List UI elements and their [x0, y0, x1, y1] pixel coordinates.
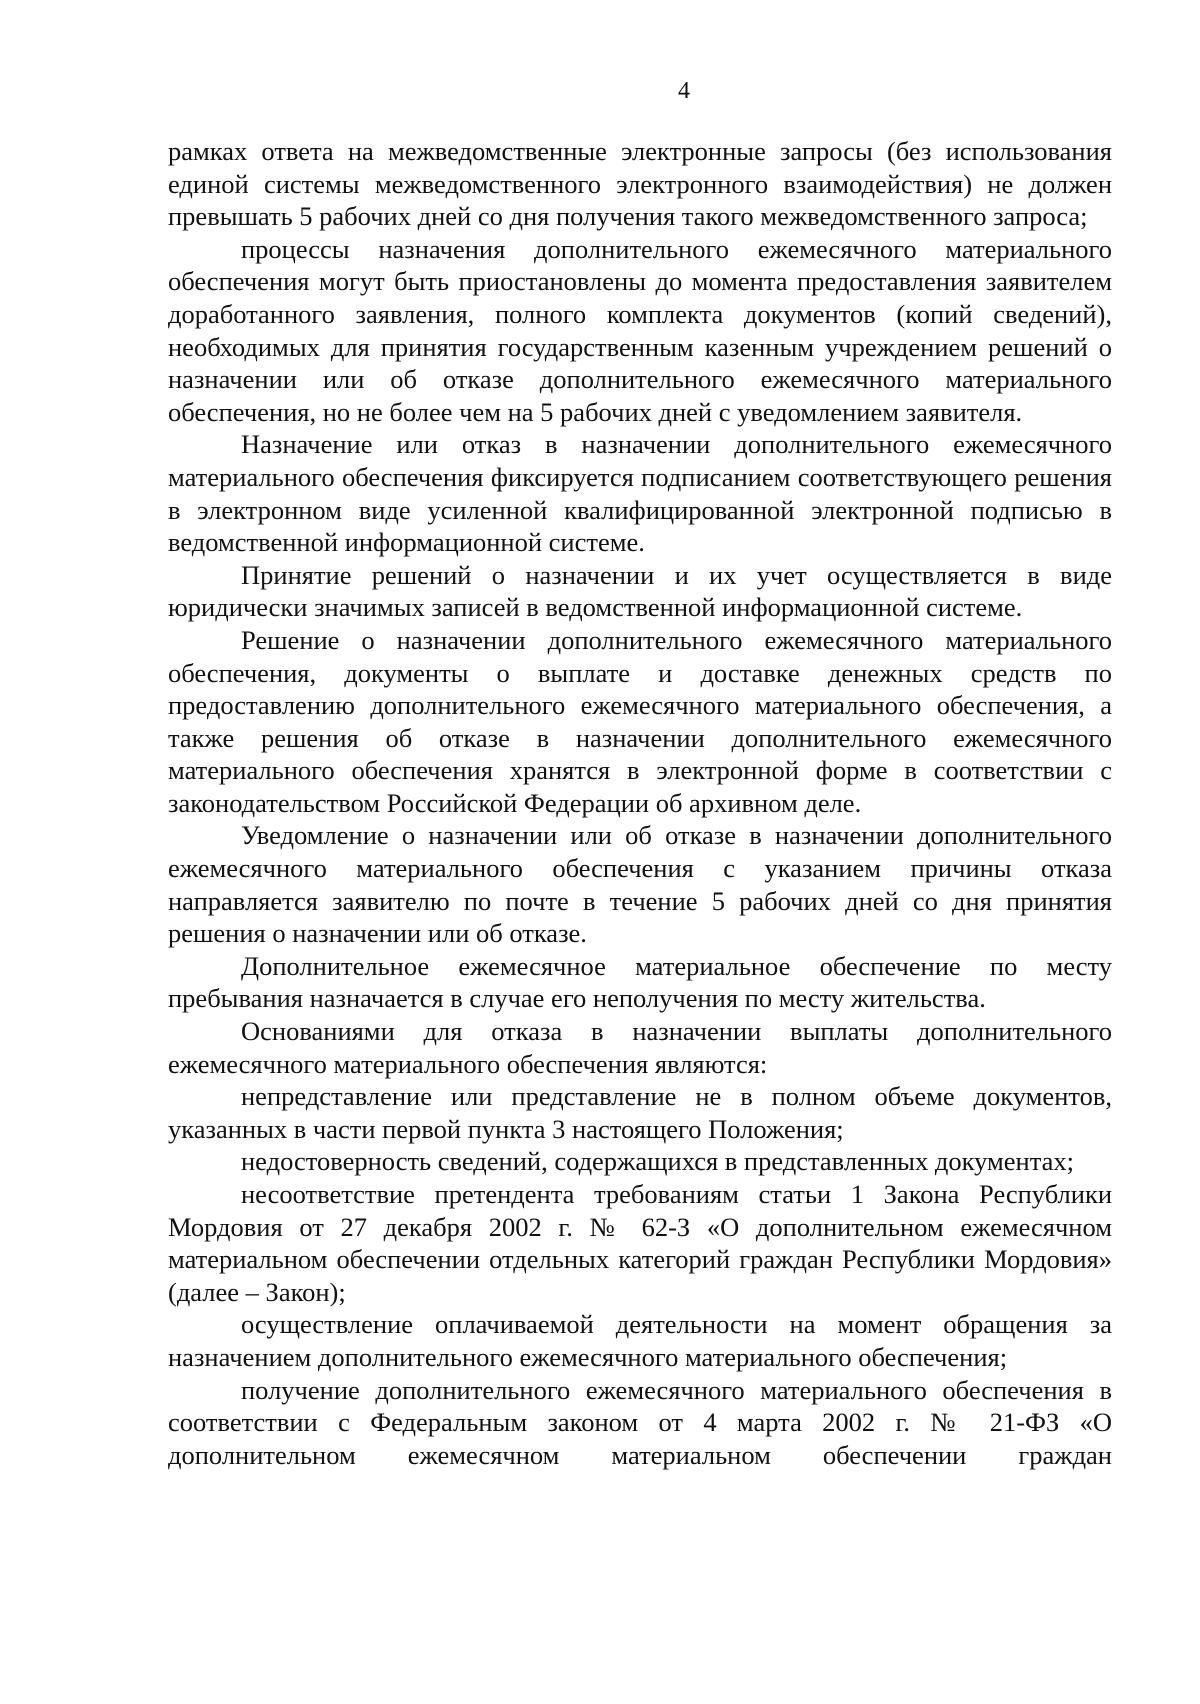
paragraph-suspension: процессы назначения дополнительного ежемесячного материального обеспечения могут быть приостановлены до момента предоставления заявителем доработанного заявления, полного комплекта документов (копий сведений), необходимых для принятия государственным казенным учреждением решений о назначении или об отказе дополнительного ежемесячного материального обеспечения, но не более чем на 5 рабочих дней с уведомлением заявителя. — [168, 233, 1112, 427]
paragraph-place-of-stay: Дополнительное ежемесячное материальное обеспечение по месту пребывания назначается в случае его неполучения по месту жительства. — [168, 950, 1112, 1014]
document-body — [168, 135, 1112, 1471]
paragraph-notification: Уведомление о назначении или об отказе в назначении дополнительного ежемесячного материального обеспечения с указанием причины отказа направляется заявителю по почте в течение 5 рабочих дней со дня принятия решения о назначении или об отказе. — [168, 820, 1112, 949]
paragraph-storage: Решение о назначении дополнительного ежемесячного материального обеспечения, документы о выплате и доставке денежных средств по предоставлению дополнительного ежемесячного материального обеспечения, а также решения об отказе в назначении дополнительного ежемесячного материального обеспечения хранятся в электронной форме в соответствии с законодательством Российской Федерации об архивном деле. — [168, 624, 1112, 818]
list-item-paid-activity: осуществление оплачиваемой деятельности на момент обращения за назначением дополнительного ежемесячного материального обеспечения; — [168, 1309, 1112, 1372]
list-item-missing-documents: непредставление или представление не в полном объеме документов, указанных в части первой пункта 3 настоящего Положения; — [168, 1081, 1112, 1144]
paragraph-continuation: рамках ответа на межведомственные электронные запросы (без использования единой системы межведомственного электронного взаимодействия) не должен превышать 5 рабочих дней со дня получения такого межведомственного запроса; — [168, 136, 1112, 232]
paragraph-refusal-grounds: Основаниями для отказа в назначении выплаты дополнительного ежемесячного материального обеспечения являются: — [168, 1016, 1112, 1079]
page-number — [0, 78, 1200, 105]
list-item-nonconformity: несоответствие претендента требованиям статьи 1 Закона Республики Мордовия от 27 декабря 2002 г. № 62-З «О дополнительном ежемесячном материальном обеспечении отдельных категорий граждан Республики Мордовия» (далее – Закон); — [168, 1179, 1112, 1307]
paragraph-decision-records: Принятие решений о назначении и их учет осуществляется в виде юридически значимых записей в ведомственной информационной системе. — [168, 559, 1112, 623]
list-item-false-information: недостоверность сведений, содержащихся в представленных документах; — [241, 1146, 1074, 1177]
paragraph-decision-signing: Назначение или отказ в назначении дополнительного ежемесячного материального обеспечения фиксируется подписанием соответствующего решения в электронном виде усиленной квалифицированной электронной подписью в ведомственной информационной системе. — [168, 429, 1112, 558]
list-item-federal-benefit: получение дополнительного ежемесячного материального обеспечения в соответствии с Федеральным законом от 4 марта 2002 г. № 21-ФЗ «О дополнительном ежемесячном материальном обеспечении граждан — [168, 1374, 1112, 1470]
page-number-text: 4 — [678, 78, 690, 104]
